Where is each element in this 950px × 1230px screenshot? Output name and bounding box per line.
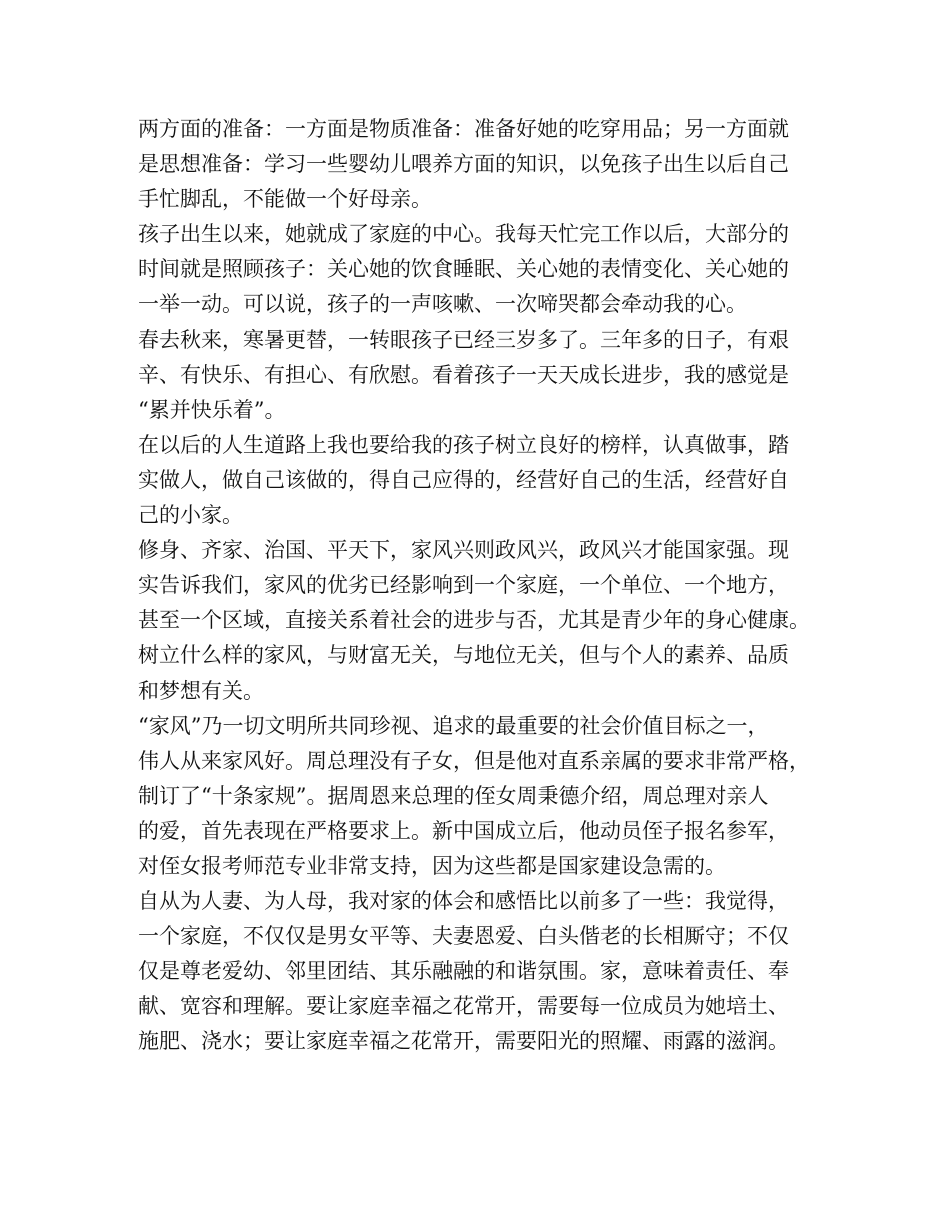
paragraph-7 (138, 884, 828, 1059)
text-line: 仅是尊老爱幼、邻里团结、其乐融融的和谐氛围。家，意味着责任、奉 (138, 959, 789, 984)
text-line: 手忙脚乱，不能做一个好母亲。 (138, 187, 432, 212)
text-line: 树立什么样的家风，与财富无关，与地位无关，但与个人的素养、品质 (138, 643, 789, 668)
paragraph-5 (138, 533, 828, 708)
text-line: 施肥、浇水；要让家庭幸福之花常开，需要阳光的照耀、雨露的滋润。 (138, 1029, 789, 1054)
text-line: 是思想准备：学习一些婴幼儿喂养方面的知识，以免孩子出生以后自己 (138, 152, 789, 177)
text-line: 伟人从来家风好。周总理没有子女，但是他对直系亲属的要求非常严格， (138, 748, 810, 773)
text-line: 献、宽容和理解。要让家庭幸福之花常开，需要每一位成员为她培土、 (138, 994, 789, 1019)
paragraph-3 (138, 323, 828, 428)
text-line: “家风”乃一切文明所共同珍视、追求的最重要的社会价值目标之一， (138, 713, 769, 738)
text-line: 一个家庭，不仅仅是男女平等、夫妻恩爱、白头偕老的长相厮守；不仅 (138, 924, 789, 949)
text-line: 的爱，首先表现在严格要求上。新中国成立后，他动员侄子报名参军， (138, 818, 789, 843)
paragraph-6 (138, 709, 828, 884)
text-line: 甚至一个区域，直接关系着社会的进步与否，尤其是青少年的身心健康。 (138, 608, 810, 633)
document-body (138, 112, 828, 1060)
text-line: 春去秋来，寒暑更替，一转眼孩子已经三岁多了。三年多的日子，有艰 (138, 327, 789, 352)
text-line: 自从为人妻、为人母，我对家的体会和感悟比以前多了一些：我觉得， (138, 889, 789, 914)
text-line: 一举一动。可以说，孩子的一声咳嗽、一次啼哭都会牵动我的心。 (138, 292, 747, 317)
text-line: 孩子出生以来，她就成了家庭的中心。我每天忙完工作以后，大部分的 (138, 222, 789, 247)
text-line: 和梦想有关。 (138, 678, 264, 703)
text-line: 实做人，做自己该做的，得自己应得的，经营好自己的生活，经营好自 (138, 467, 789, 492)
text-line: 辛、有快乐、有担心、有欣慰。看着孩子一天天成长进步，我的感觉是 (138, 362, 789, 387)
text-line: 制订了“十条家规”。据周恩来总理的侄女周秉德介绍，周总理对亲人 (138, 783, 769, 808)
text-line: 对侄女报考师范专业非常支持，因为这些都是国家建设急需的。 (138, 853, 726, 878)
text-line: 时间就是照顾孩子：关心她的饮食睡眠、关心她的表情变化、关心她的 (138, 257, 789, 282)
text-line: 修身、齐家、治国、平天下，家风兴则政风兴，政风兴才能国家强。现 (138, 538, 789, 563)
text-line: 实告诉我们，家风的优劣已经影响到一个家庭，一个单位、一个地方， (138, 573, 789, 598)
text-line: 两方面的准备：一方面是物质准备：准备好她的吃穿用品；另一方面就 (138, 117, 789, 141)
text-line: 在以后的人生道路上我也要给我的孩子树立良好的榜样，认真做事，踏 (138, 432, 789, 457)
text-line: “累并快乐着”。 (138, 397, 286, 422)
paragraph-4 (138, 428, 828, 533)
paragraph-1 (138, 112, 828, 217)
paragraph-2 (138, 217, 828, 322)
text-line: 己的小家。 (138, 503, 243, 528)
